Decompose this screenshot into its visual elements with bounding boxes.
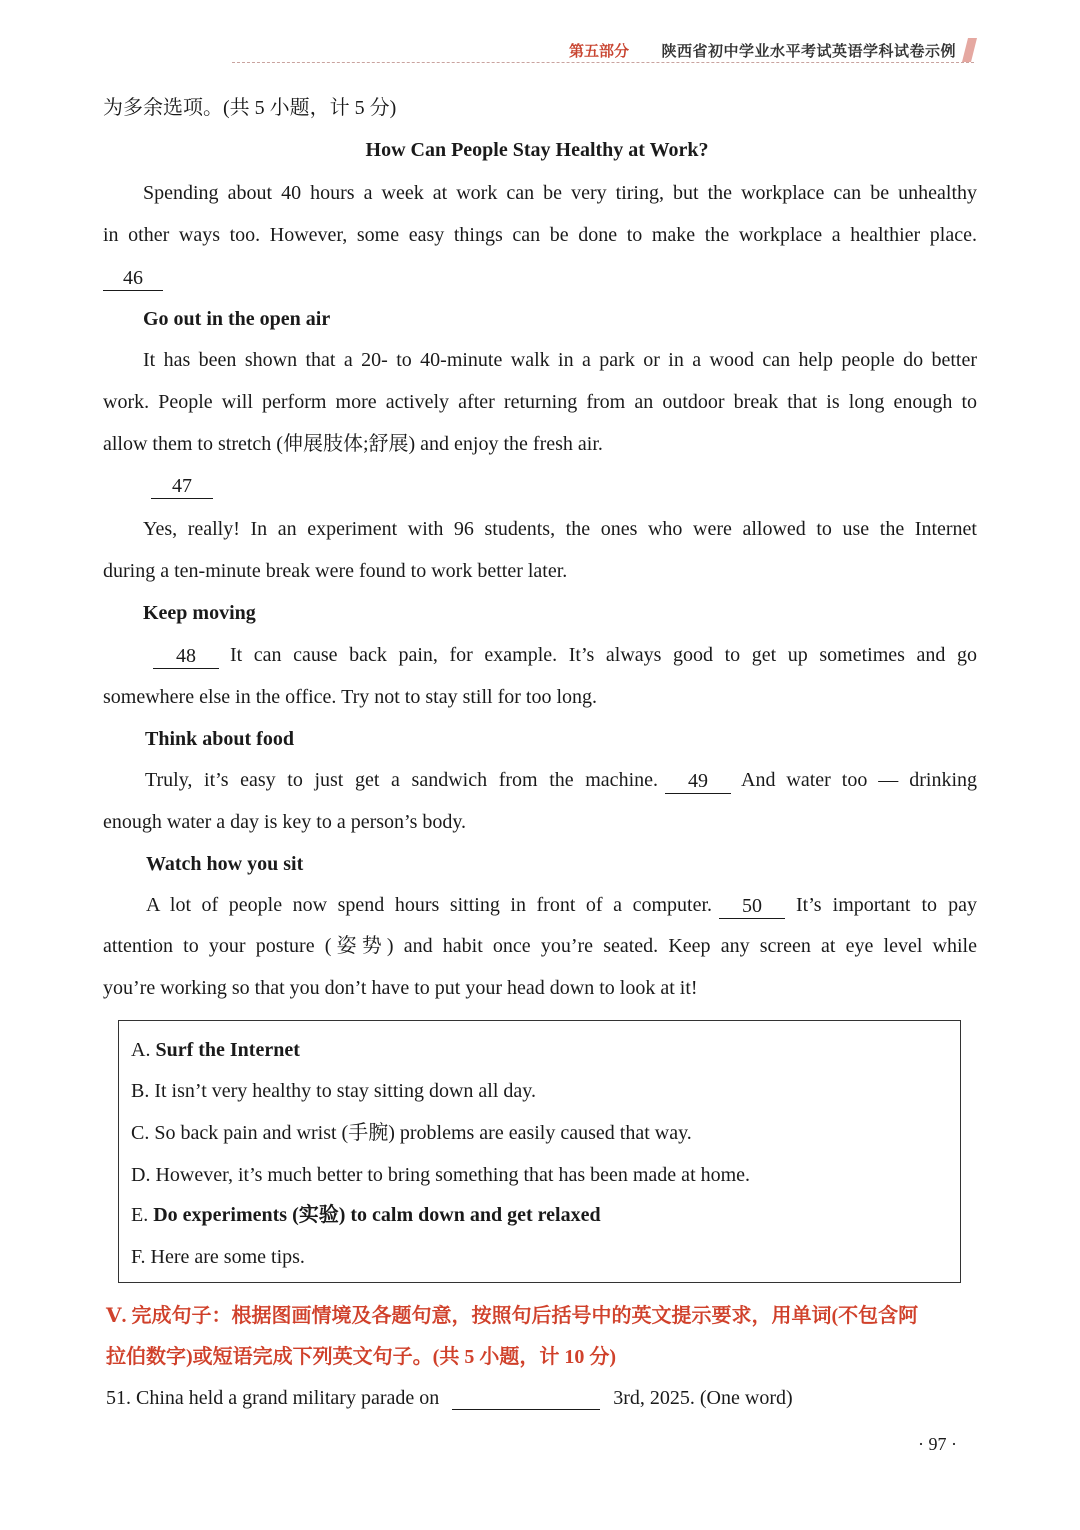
- option-letter: E.: [131, 1204, 149, 1226]
- blank-46: 46: [103, 266, 163, 291]
- paragraph-5-line-1-a: Truly, it’s easy to just get a sandwich from the machine.: [145, 769, 658, 791]
- paragraph-6-line-2: attention to your posture (姿势) and habit once you’re seated. Keep any screen at eye level while: [103, 935, 977, 957]
- option-f: [131, 1243, 305, 1271]
- paragraph-2-line-2: work. People will perform more actively after returning from an outdoor break that is long enough to: [103, 391, 977, 413]
- paragraph-4-line-2: somewhere else in the office. Try not to stay still for too long.: [103, 686, 598, 708]
- paragraph-5-line-1-b: And water too — drinking: [741, 769, 977, 791]
- paragraph-6-line-1-a: A lot of people now spend hours sitting in front of a computer.: [146, 894, 712, 916]
- header-title: 陕西省初中学业水平考试英语学科试卷示例: [661, 44, 956, 60]
- option-d: [131, 1161, 750, 1189]
- intro-tail: 为多余选项。(共 5 小题，计 5 分): [103, 97, 397, 119]
- option-letter: F.: [131, 1246, 146, 1268]
- passage-title: How Can People Stay Healthy at Work?: [365, 139, 709, 161]
- heading-watch-sit: Watch how you sit: [146, 853, 304, 875]
- section-v-instruction-line-1: Ⅴ. 完成句子：根据图画情境及各题句意，按照句后括号中的英文提示要求，用单词(不包含阿: [106, 1305, 919, 1327]
- page-number: · 97 ·: [918, 1434, 957, 1454]
- option-a: [131, 1036, 300, 1064]
- answer-blank-51[interactable]: [452, 1387, 600, 1410]
- blank-47: 47: [151, 474, 213, 499]
- blank-50: 50: [719, 894, 785, 919]
- option-text: Here are some tips.: [150, 1246, 305, 1268]
- paragraph-6-line-1-b: It’s important to pay: [796, 894, 977, 916]
- paragraph-1-line-2: in other ways too. However, some easy things can be done to make the workplace a healthier place.: [103, 224, 977, 246]
- section-v-instruction-line-2: 拉伯数字)或短语完成下列英文句子。(共 5 小题，计 10 分): [106, 1346, 616, 1368]
- paragraph-3-line-1: Yes, really! In an experiment with 96 students, the ones who were allowed to use the Internet: [143, 518, 977, 540]
- page-header: [232, 38, 974, 63]
- option-letter: A.: [131, 1039, 151, 1061]
- heading-open-air: Go out in the open air: [143, 308, 331, 330]
- paragraph-1-line-1: Spending about 40 hours a week at work can be very tiring, but the workplace can be unhealthy: [143, 182, 977, 204]
- question-51-after: 3rd, 2025. (One word): [613, 1387, 793, 1409]
- paragraph-5-line-2: enough water a day is key to a person’s body.: [103, 811, 467, 833]
- heading-think-food: Think about food: [145, 728, 294, 750]
- question-51-before: 51. China held a grand military parade on: [106, 1387, 440, 1409]
- paragraph-3-line-2: during a ten-minute break were found to work better later.: [103, 560, 568, 582]
- option-e: [131, 1201, 601, 1229]
- heading-keep-moving: Keep moving: [143, 602, 256, 624]
- option-text: Do experiments (实验) to calm down and get relaxed: [153, 1204, 601, 1226]
- paragraph-4-line-1: It can cause back pain, for example. It’s always good to get up sometimes and go: [230, 644, 977, 666]
- blank-49: 49: [665, 769, 731, 794]
- paragraph-2-line-1: It has been shown that a 20- to 40-minute walk in a park or in a wood can help people do better: [143, 349, 977, 371]
- option-c: [131, 1119, 692, 1147]
- header-accent-stripe: [962, 38, 977, 62]
- option-text: So back pain and wrist (手腕) problems are easily caused that way.: [154, 1122, 692, 1144]
- option-text: However, it’s much better to bring something that has been made at home.: [155, 1164, 751, 1186]
- paragraph-6-line-3: you’re working so that you don’t have to put your head down to look at it!: [103, 977, 698, 999]
- header-section-label: 第五部分: [568, 44, 629, 60]
- question-51: [106, 1384, 793, 1412]
- paragraph-2-line-3: allow them to stretch (伸展肢体;舒展) and enjoy the fresh air.: [103, 433, 603, 455]
- options-box: [118, 1020, 961, 1283]
- option-text: It isn’t very healthy to stay sitting down all day.: [154, 1080, 536, 1102]
- option-b: [131, 1077, 536, 1105]
- option-letter: D.: [131, 1164, 151, 1186]
- blank-48: 48: [153, 644, 219, 669]
- option-letter: B.: [131, 1080, 150, 1102]
- option-letter: C.: [131, 1122, 150, 1144]
- option-text: Surf the Internet: [155, 1039, 300, 1061]
